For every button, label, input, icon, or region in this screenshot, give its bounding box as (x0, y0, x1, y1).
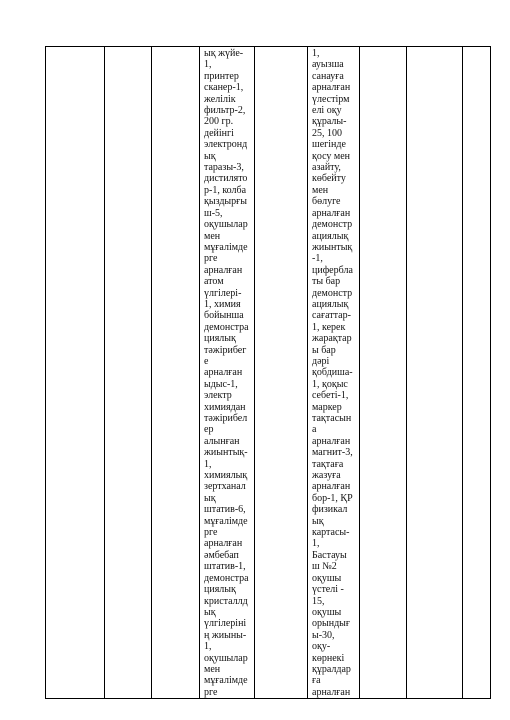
teaching-aids-text: 1, ауызша санауға арналған үлестірм елі оқу құралы- 25, 100 шегінде қосу мен азайту, көбейту мен бөлуге арналған демонстр ациялық жиынтық -1, циферблa ты бар демонстр ациялық сағаттар- 1, керек жарақтар ы бар дәрі қобдиша- 1, қоқыс себеті-1, маркер тақтасын а арналған магнит-3, тақтаға жазуға арналған бор-1, ҚР физикал ық картасы- 1, Бастауы ш №2 оқушы үстелі - 15, оқушы орындығ ы-30, оқу- көрнекі құралдар ға арналған (312, 48, 353, 698)
table-cell-1 (46, 47, 105, 699)
table-cell-teaching-aids (308, 47, 360, 699)
table-cell-9 (463, 47, 491, 699)
table-row (46, 47, 491, 699)
table-cell-8 (407, 47, 463, 699)
table-cell-2 (105, 47, 152, 699)
table-cell-5 (255, 47, 308, 699)
equipment-table (45, 46, 491, 699)
table-cell-3 (152, 47, 200, 699)
equipment-list-text: ық жүйе- 1, принтер сканер-1, желілік фильтр-2, 200 гр. дейінгі электронд ық таразы-3, дистилято р-1, колба қыздырғы ш-5, оқушылар мен мұғалімде рге арналған атом үлгілері- 1, химия бойынша демонстра циялық тәжірибег е арналған ыдыс-1, электр химиядан тәжірибел ер алынған жиынтық- 1, химиялық зертханал ық штатив-6, мұғалімде рге арналған әмбебап штатив-1, демонстра циялық кристаллд ық үлгілеріні ң жиыны- 1, оқушылар мен мұғалімде рге (204, 48, 249, 698)
table-cell-equipment-list (200, 47, 255, 699)
table-cell-7 (360, 47, 407, 699)
